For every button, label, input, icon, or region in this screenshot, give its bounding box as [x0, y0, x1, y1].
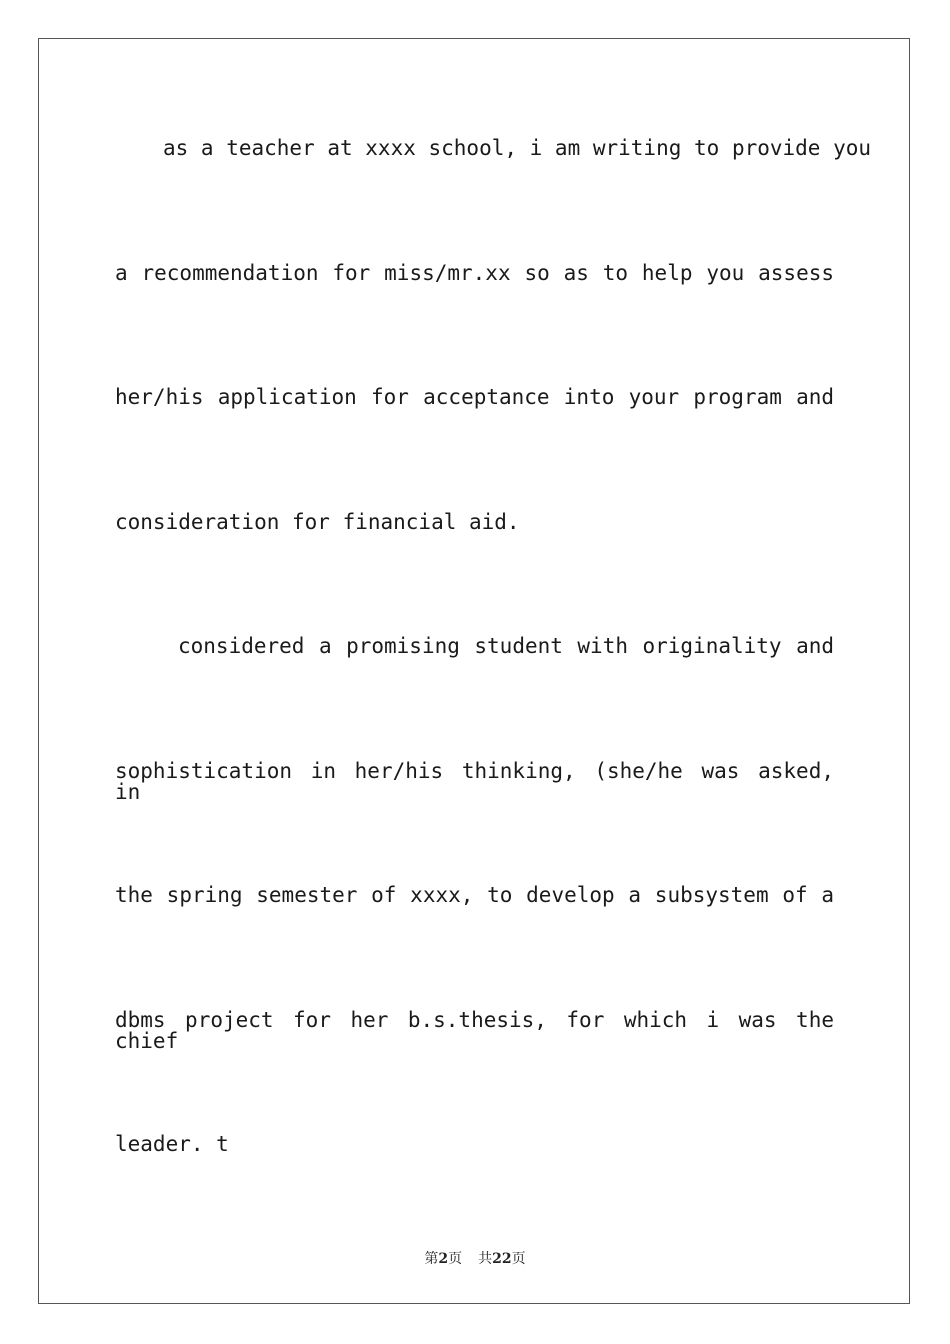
paragraph-line: consideration for financial aid.: [115, 510, 520, 534]
total-indicator: [478, 1248, 525, 1268]
page-suffix: 页: [448, 1251, 463, 1267]
paragraph-line: as a teacher at xxxx school, i am writing to provide you: [163, 136, 872, 160]
total-pages: 22: [492, 1251, 512, 1267]
paragraph-line: leader. t: [115, 1132, 229, 1156]
total-prefix: 共: [478, 1251, 493, 1267]
page-number: 2: [438, 1251, 449, 1267]
total-suffix: 页: [511, 1251, 526, 1267]
paragraph-line: a recommendation for miss/mr.xx so as to help you assess: [115, 261, 834, 285]
paragraph-line: sophistication in her/his thinking, (she/he was asked, in: [115, 759, 834, 804]
page-prefix: 第: [424, 1251, 439, 1267]
paragraph-line: considered a promising student with originality and: [178, 634, 834, 658]
page-footer: [0, 1248, 950, 1268]
page-border: [38, 38, 910, 1304]
page-indicator: [424, 1248, 462, 1268]
paragraph-line: dbms project for her b.s.thesis, for which i was the chief: [115, 1008, 834, 1053]
paragraph-line: her/his application for acceptance into your program and: [115, 385, 834, 409]
paragraph-line: the spring semester of xxxx, to develop a subsystem of a: [115, 883, 834, 907]
